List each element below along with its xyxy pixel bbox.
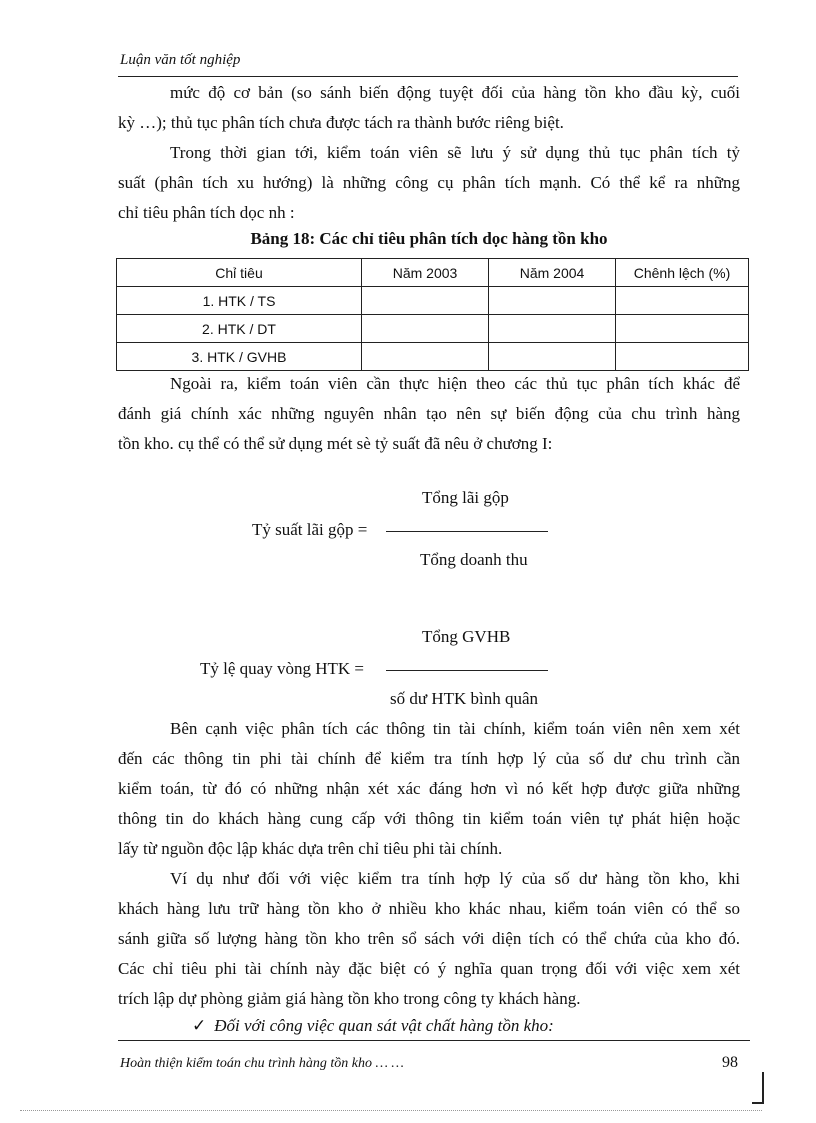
paragraph-line: chỉ tiêu phân tích dọc nh : (118, 203, 295, 222)
page-border-corner (752, 1072, 764, 1104)
paragraph-line: lấy từ nguồn độc lập khác dựa trên chỉ tiêu phi tài chính. (118, 839, 503, 858)
header-rule (118, 76, 738, 77)
paragraph-line: Trong thời gian tới, kiểm toán viên sẽ lưu ý sử dụng thủ tục phân tích tỷ (170, 143, 740, 162)
table-cell: 2. HTK / DT (117, 315, 362, 343)
paragraph-line: suất (phân tích xu hướng) là những công cụ phân tích mạnh. Có thể kể ra những (118, 173, 740, 192)
table-cell (616, 287, 749, 315)
table-row (117, 343, 749, 371)
paragraph-line: khách hàng lưu trữ hàng tồn kho ở nhiều kho khác nhau, kiểm toán viên có thể so (118, 899, 740, 918)
table-cell (362, 315, 489, 343)
paragraph-line: Các chỉ tiêu phi tài chính này đặc biệt có ý nghĩa quan trọng đối với việc xem xét (118, 959, 740, 978)
paragraph-1 (118, 78, 740, 138)
paragraph-line: kỳ …); thủ tục phân tích chưa được tách ra thành bước riêng biệt. (118, 113, 564, 132)
table-cell (489, 315, 616, 343)
footer-rule (118, 1040, 750, 1041)
fraction-bar (386, 531, 548, 532)
page-bottom-edge (20, 1110, 762, 1111)
table-cell (362, 287, 489, 315)
table-cell (489, 287, 616, 315)
column-header: Năm 2003 (362, 259, 489, 287)
paragraph-line: thông tin do khách hàng cung cấp với thông tin kiểm toán viên tự phát hiện hoặc (118, 809, 740, 828)
formula-numerator: Tổng lãi gộp (422, 488, 509, 507)
indicator-table (116, 258, 749, 371)
paragraph-line: đánh giá chính xác những nguyên nhân tạo nên sự biến động của chu trình hàng (118, 404, 740, 423)
table-cell (616, 315, 749, 343)
formula-label: Tỷ lệ quay vòng HTK = (200, 659, 364, 678)
formula-numerator: Tổng GVHB (422, 627, 511, 646)
paragraph-line: đến các thông tin phi tài chính để kiểm tra tính hợp lý của số dư chu trình cần (118, 749, 740, 768)
paragraph-3 (118, 369, 740, 459)
running-header: Luận văn tốt nghiệp (120, 52, 241, 68)
table-header-row (117, 259, 749, 287)
column-header: Năm 2004 (489, 259, 616, 287)
bullet-item (192, 1016, 554, 1036)
page-number: 98 (722, 1054, 738, 1071)
paragraph-5 (118, 864, 740, 1014)
formula-label: Tỷ suất lãi gộp = (252, 520, 368, 539)
paragraph-4 (118, 714, 740, 864)
paragraph-2 (118, 138, 740, 228)
table-row (117, 287, 749, 315)
fraction-bar (386, 670, 548, 671)
paragraph-line: sánh giữa số lượng hàng tồn kho trên sổ sách với diện tích có thể chứa của kho đó. (118, 929, 740, 948)
column-header: Chỉ tiêu (117, 259, 362, 287)
column-header: Chênh lệch (%) (616, 259, 749, 287)
bullet-text: Đối với công việc quan sát vật chất hàng tồn kho: (214, 1016, 554, 1035)
paragraph-line: tồn kho. cụ thể có thể sử dụng mét sè tỷ suất đã nêu ở chương I: (118, 434, 553, 453)
table-row (117, 315, 749, 343)
table-cell (616, 343, 749, 371)
table-cell: 3. HTK / GVHB (117, 343, 362, 371)
paragraph-line: Ví dụ như đối với việc kiểm tra tính hợp lý của số dư hàng tồn kho, khi (170, 869, 740, 888)
table-cell: 1. HTK / TS (117, 287, 362, 315)
paragraph-line: Bên cạnh việc phân tích các thông tin tài chính, kiểm toán viên nên xem xét (170, 719, 740, 738)
paragraph-line: kiểm toán, từ đó có những nhận xét xác đáng hơn vì nó kết hợp được giữa những (118, 779, 740, 798)
checkmark-icon: ✓ (192, 1016, 207, 1036)
formula-denominator: Tổng doanh thu (420, 550, 528, 569)
table-cell (362, 343, 489, 371)
running-footer: Hoàn thiện kiểm toán chu trình hàng tồn kho … … (120, 1056, 404, 1071)
paragraph-line: Ngoài ra, kiểm toán viên cần thực hiện theo các thủ tục phân tích khác để (170, 374, 740, 393)
table-title: Bảng 18: Các chỉ tiêu phân tích dọc hàng tồn kho (250, 229, 608, 248)
table-cell (489, 343, 616, 371)
paragraph-line: trích lập dự phòng giảm giá hàng tồn kho trong công ty khách hàng. (118, 989, 581, 1008)
formula-denominator: số dư HTK bình quân (390, 689, 539, 708)
paragraph-line: mức độ cơ bản (so sánh biến động tuyệt đối của hàng tồn kho đầu kỳ, cuối (170, 83, 740, 102)
